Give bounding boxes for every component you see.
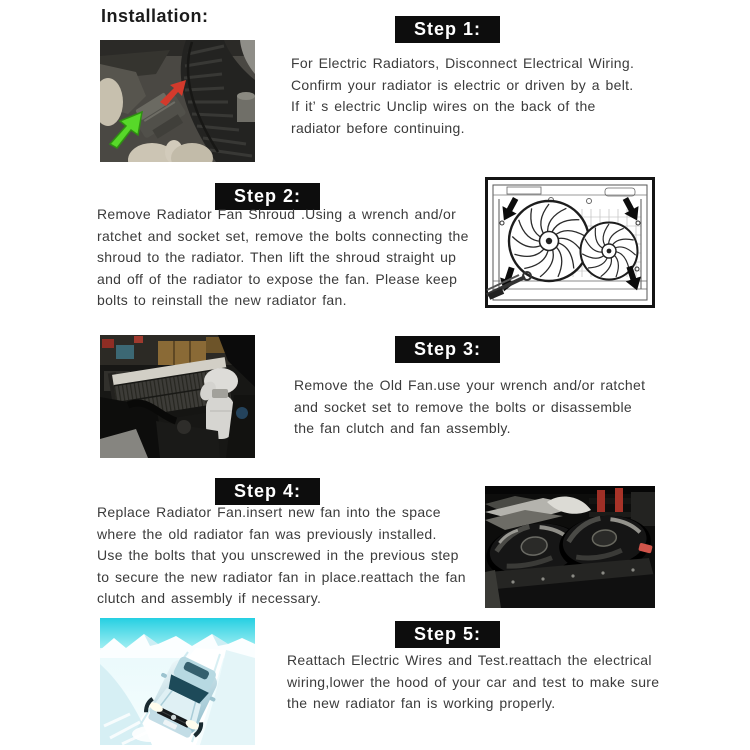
text-line: and socket set to remove the bolts or disassemble [294, 398, 632, 415]
text-line: the new radiator fan is working properly. [287, 695, 556, 711]
text-line: If it’ s electric Unclip wires on the back of the [291, 98, 596, 114]
step-4-label: Step 4: [233, 481, 301, 501]
new-fans-illustration [485, 486, 655, 608]
text-line: For Electric Radiators, Disconnect Electrical Wiring. [291, 55, 635, 71]
text-line: Replace Radiator Fan.insert new fan into the space [97, 504, 441, 520]
step-2-diagram-fan-shroud [485, 177, 655, 308]
step-2-text [97, 204, 497, 312]
text-line: where the old radiator fan was previously installed. [97, 525, 437, 542]
page-title: Installation: [101, 6, 209, 26]
text-line: Remove Radiator Fan Shroud .Using a wrench and/or [97, 206, 457, 222]
text-line: the fan clutch and fan assembly. [294, 420, 511, 436]
text-line: Use the bolts that you unscrewed in the previous step [97, 547, 459, 563]
text-line: Confirm your radiator is electric or driven by a belt. [291, 76, 634, 93]
text-line: Reattach Electric Wires and Test.reattach the electrical [287, 652, 652, 668]
step-5-header [395, 621, 500, 648]
step-1-photo-disconnect-wiring [100, 40, 255, 162]
step-3-text [294, 375, 659, 440]
text-line: bolts to reinstall the new radiator fan. [97, 292, 347, 308]
step-4-text [97, 502, 497, 610]
text-line: shroud to the radiator. Then lift the shroud straight up [97, 249, 457, 265]
text-line: radiator before continuing. [291, 119, 465, 136]
text-line: and off of the radiator to expose the fan. Please keep [97, 270, 458, 287]
large-fan [509, 201, 589, 281]
engine-bay-illustration [100, 335, 255, 458]
text-line: ratchet and socket set, remove the bolts connecting the [97, 227, 469, 244]
text-line: wiring,lower the hood of your car and test to make sure [287, 673, 660, 690]
step-3-photo-remove-old-fan [100, 335, 255, 458]
step-3-header [395, 336, 500, 363]
step-5-text [287, 650, 677, 715]
step-4-header [215, 478, 320, 505]
step-5-label: Step 5: [413, 624, 481, 644]
step-3-label: Step 3: [413, 339, 481, 359]
step-5-photo-car-test-drive [100, 618, 255, 745]
step-1-text [291, 53, 671, 139]
text-line: clutch and assembly if necessary. [97, 590, 322, 606]
step-1-label: Step 1: [413, 19, 481, 39]
text-line: Remove the Old Fan.use your wrench and/or ratchet [294, 377, 646, 393]
fan-shroud-diagram [485, 177, 655, 308]
car-snow-illustration [100, 618, 255, 745]
text-line: to secure the new radiator fan in place.reattach the fan [97, 568, 466, 585]
step-2-label: Step 2: [233, 186, 301, 206]
step-1-header [395, 16, 500, 43]
disconnect-wiring-illustration [100, 40, 255, 162]
step-4-photo-new-fans [485, 486, 655, 608]
